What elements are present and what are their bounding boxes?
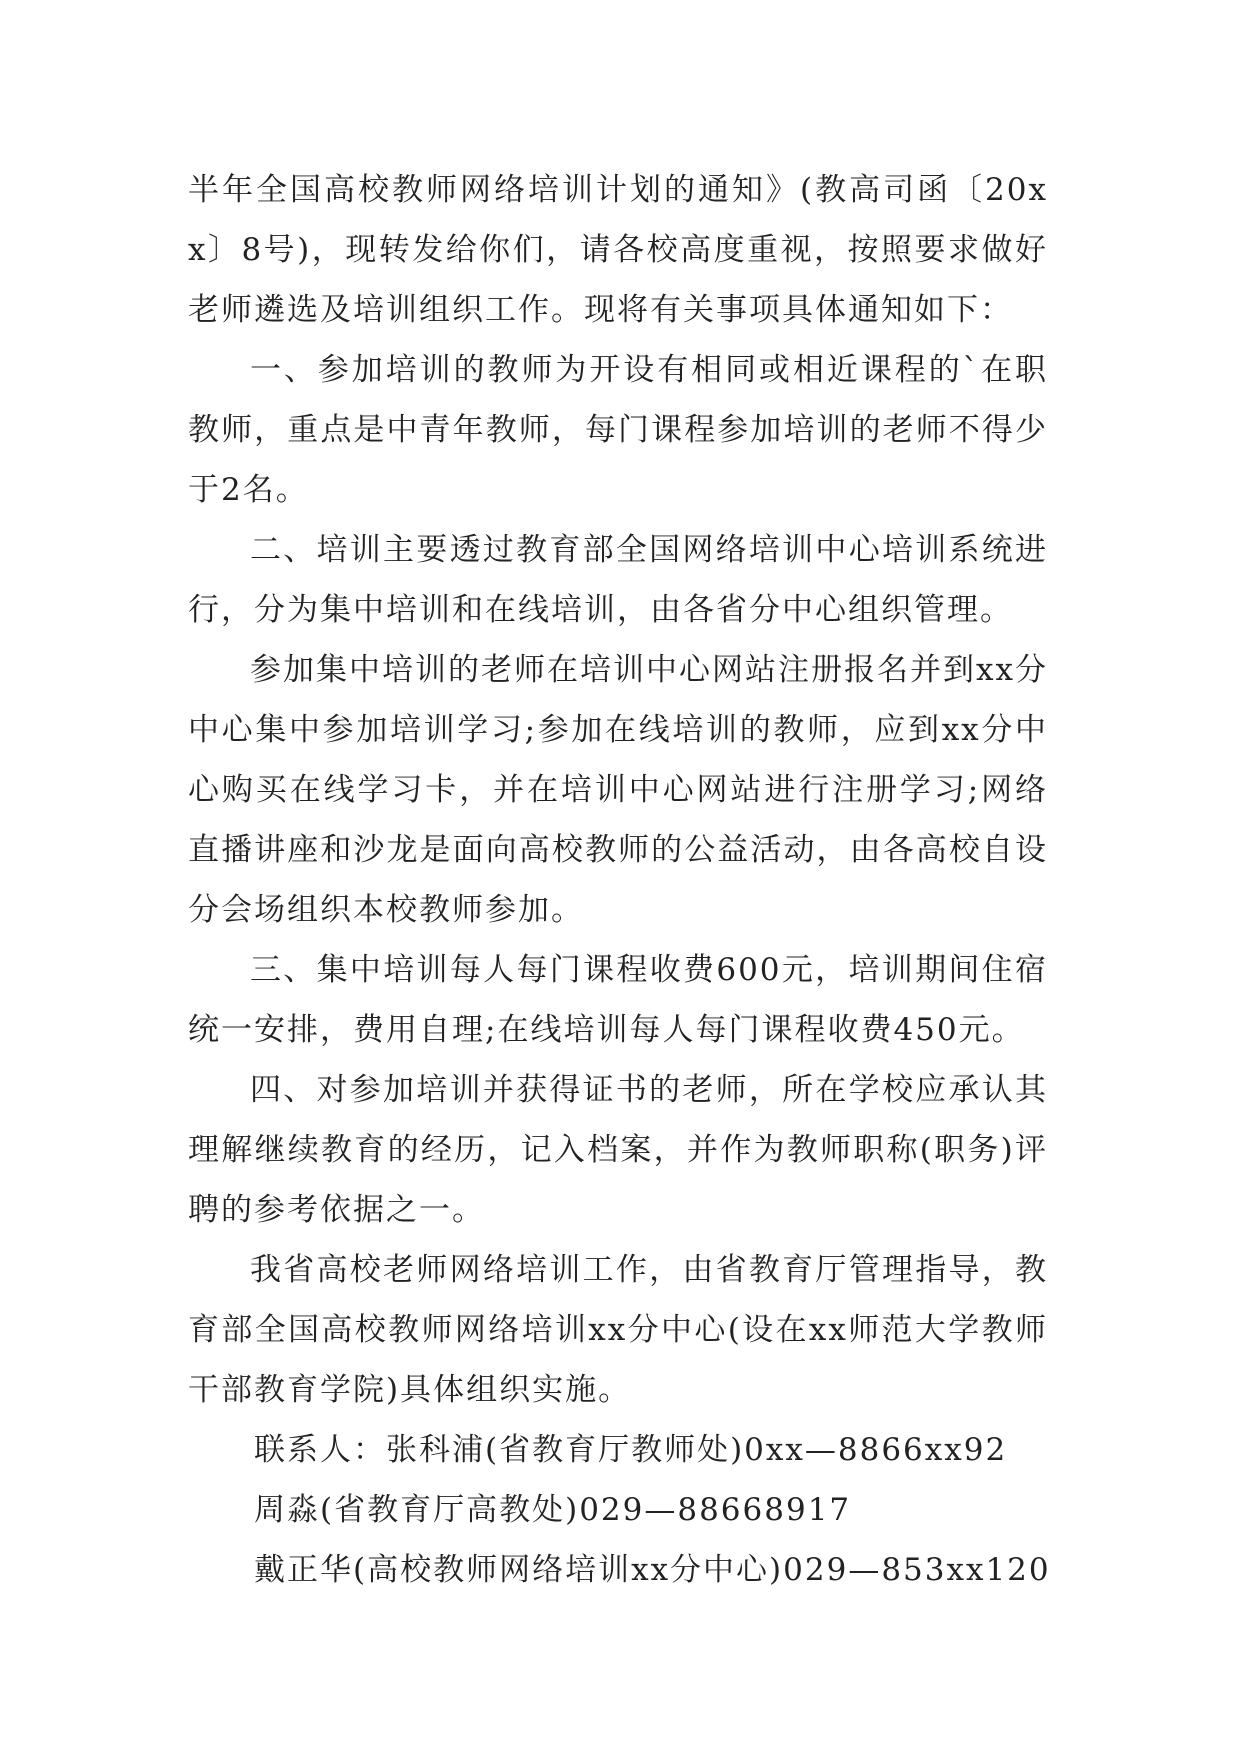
paragraph-item-2: 二、培训主要透过教育部全国网络培训中心培训系统进行，分为集中培训和在线培训，由各省分中心组织管理。 (188, 532, 1048, 628)
paragraph-organization: 我省高校老师网络培训工作，由省教育厅管理指导，教育部全国高校教师网络培训xx分中心(设在xx师范大学教师干部教育学院)具体组织实施。 (188, 1252, 1048, 1408)
contact-line-2: 周淼(省教育厅高教处)029—88668917 (254, 1492, 852, 1528)
paragraph-intro: 半年全国高校教师网络培训计划的通知》(教高司函〔20xx〕8号)，现转发给你们，请各校高度重视，按照要求做好老师遴选及培训组织工作。现将有关事项具体通知如下： (188, 172, 1048, 328)
paragraph-item-2-detail: 参加集中培训的老师在培训中心网站注册报名并到xx分中心集中参加培训学习;参加在线培训的教师，应到xx分中心购买在线学习卡，并在培训中心网站进行注册学习;网络直播讲座和沙龙是面向高校教师的公益活动，由各高校自设分会场组织本校教师参加。 (188, 652, 1048, 928)
document-body (188, 160, 1051, 1600)
contact-line-1: 联系人：张科浦(省教育厅教师处)0xx—8866xx92 (254, 1432, 1008, 1468)
paragraph-item-3: 三、集中培训每人每门课程收费600元，培训期间住宿统一安排，费用自理;在线培训每人每门课程收费450元。 (188, 952, 1048, 1048)
paragraph-item-1: 一、参加培训的教师为开设有相同或相近课程的`在职教师，重点是中青年教师，每门课程参加培训的老师不得少于2名。 (188, 352, 1048, 508)
paragraph-item-4: 四、对参加培训并获得证书的老师，所在学校应承认其理解继续教育的经历，记入档案，并作为教师职称(职务)评聘的参考依据之一。 (188, 1072, 1048, 1228)
contact-line-3: 戴正华(高校教师网络培训xx分中心)029—853xx120 (254, 1552, 1051, 1588)
